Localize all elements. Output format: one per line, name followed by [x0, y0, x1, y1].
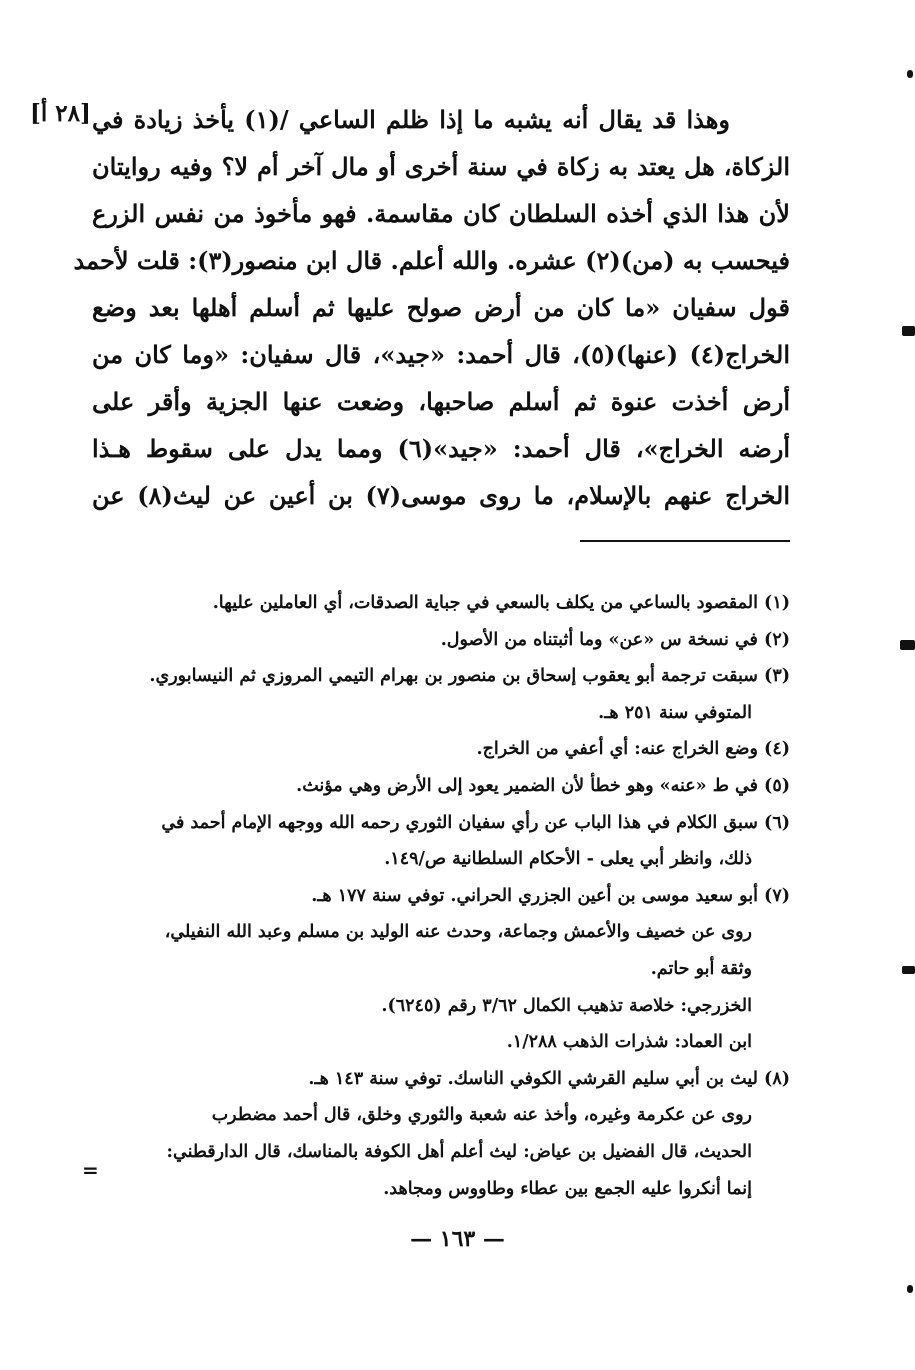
footnote-1: (١) المقصود بالساعي من يكلف بالسعي في جباية الصدقات، أي العاملين عليها.: [212, 593, 790, 613]
footnote-5: (٥) في ط «عنه» وهو خطأ لأن الضمير يعود إلى الأرض وهي مؤنث.: [296, 775, 790, 796]
main-text-line: قول سفيان «ما كان من أرض صولح عليها ثم أسلم أهلها بعد وضع: [92, 293, 790, 322]
footnote-separator-rule: [580, 540, 790, 542]
main-text-line: أرضه الخراج»، قال أحمد: «جيد»(٦) ومما يدل على سقوط هـذا: [92, 434, 791, 463]
footnote-7-source: الخزرجي: خلاصة تذهيب الكمال ٣/٦٢ رقم (٦٢٤٥).: [381, 995, 752, 1016]
footnote-8-continued: الحديث، قال الفضيل بن عياض: ليث أعلم أهل الكوفة بالمناسك، قال الدارقطني:: [166, 1141, 752, 1162]
main-text-line: الخراج(٤) (عنها)(٥)، قال أحمد: «جيد»، قال سفيان: «وما كان من: [92, 340, 791, 369]
scan-edge-mark: [902, 326, 915, 336]
main-text-line: الزكاة، هل يعتد به زكاة في سنة أخرى أو مال آخر أم لا؟ وفيه روايتان: [92, 152, 790, 181]
footnote-7-continued: روى عن خصيف والأعمش وجماعة، وحدث عنه الوليد بن مسلم وعبد الله النفيلي،: [164, 922, 752, 943]
footnote-7-continued: وثقة أبو حاتم.: [650, 958, 752, 979]
footnote-6: (٦) سبق الكلام في هذا الباب عن رأي سفيان الثوري رحمه الله ووجهه الإمام أحمد في: [161, 812, 790, 833]
footnote-4: (٤) وضع الخراج عنه: أي أعفي من الخراج.: [476, 739, 790, 760]
footnote-8-continued: إنما أنكروا عليه الجمع بين عطاء وطاووس ومجاهد.: [383, 1178, 752, 1199]
footnote-7: (٧) أبو سعيد موسى بن أعين الجزري الحراني. توفي سنة ١٧٧ هـ.: [311, 885, 790, 906]
footnote-8: (٨) ليث بن أبي سليم القرشي الكوفي الناسك. توفي سنة ١٤٣ هـ.: [308, 1068, 790, 1089]
scan-edge-mark: [907, 1285, 913, 1293]
main-text-line: وهذا قد يقال أنه يشبه ما إذا ظلم الساعي /(١) يأخذ زيادة في: [92, 105, 730, 134]
main-text-line: لأن هذا الذي أخذه السلطان كان مقاسمة. فهو مأخوذ من نفس الزرع: [92, 199, 790, 228]
scan-edge-mark: [907, 70, 913, 78]
main-text-line: أرض أخذت عنوة ثم أسلم صاحبها، وضعت عنها الجزية وأقر على: [92, 387, 790, 416]
main-body-text: [73, 100, 791, 523]
main-text-line: الخراج عنهم بالإسلام، ما روى موسى(٧) بن أعين عن ليث(٨) عن: [92, 481, 790, 510]
continuation-mark: =: [82, 1158, 99, 1182]
footnote-7-source: ابن العماد: شذرات الذهب ١/٢٨٨.: [506, 1032, 752, 1053]
footnote-3: (٣) سبقت ترجمة أبو يعقوب إسحاق بن منصور بن بهرام التيمي المروزي ثم النيسابوري.: [149, 666, 790, 687]
footnote-2: (٢) في نسخة س «عن» وما أثبتناه من الأصول.: [440, 629, 790, 650]
scan-edge-mark: [902, 966, 915, 974]
footnote-6-continued: ذلك، وانظر أبي يعلى - الأحكام السلطانية ص/١٤٩.: [384, 849, 752, 870]
scan-edge-mark: [900, 640, 915, 650]
footnote-8-continued: روى عن عكرمة وغيره، وأخذ عنه شعبة والثوري وخلق، قال أحمد مضطرب: [211, 1105, 752, 1126]
manuscript-folio-reference: [٢٨ أ]: [30, 100, 91, 127]
main-text-line: فيحسب به (من)(٢) عشره. والله أعلم. قال ابن منصور(٣): قلت لأحمد: [73, 246, 790, 275]
page-number: — ١٦٣ —: [410, 1226, 505, 1252]
footnote-3-continued: المتوفي سنة ٢٥١ هـ.: [598, 702, 752, 723]
footnotes-section: [85, 588, 790, 1210]
